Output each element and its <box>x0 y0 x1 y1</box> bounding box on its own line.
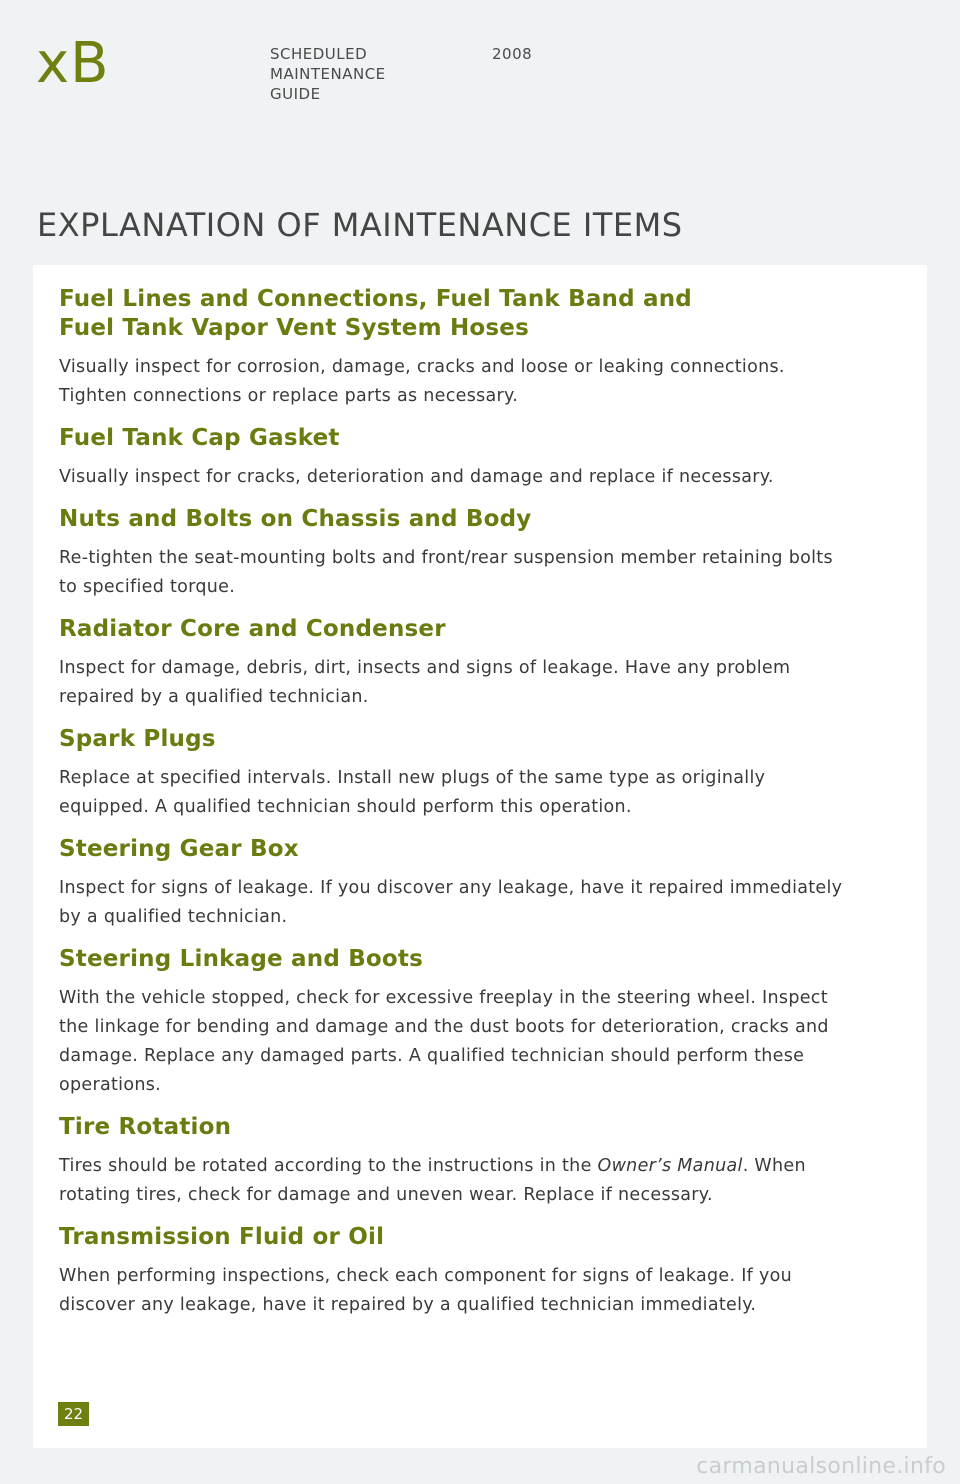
item-description-text: Tires should be rotated according to the instructions in the <box>59 1156 598 1176</box>
item-description-line: damage. Replace any damaged parts. A qualified technician should perform these <box>59 1046 805 1066</box>
brand-logo: xB <box>36 31 110 96</box>
item-description <box>59 984 899 1100</box>
item-title-line: Fuel Tank Cap Gasket <box>59 425 340 451</box>
item-description-text: . When <box>742 1156 806 1176</box>
item-description-line: When performing inspections, check each component for signs of leakage. If you <box>59 1266 793 1286</box>
content-panel <box>33 265 927 1448</box>
item-description-line: Re-tighten the seat-mounting bolts and front/rear suspension member retaining bolts <box>59 548 833 568</box>
item-title <box>59 505 899 534</box>
guide-title-line: SCHEDULED <box>270 45 368 63</box>
maintenance-items <box>59 285 899 1333</box>
maintenance-item-transmission-fluid <box>59 1223 899 1320</box>
item-title <box>59 835 899 864</box>
item-description-line: discover any leakage, have it repaired by a qualified technician immediately. <box>59 1295 757 1315</box>
item-title-line: Radiator Core and Condenser <box>59 616 446 642</box>
maintenance-item-radiator <box>59 615 899 712</box>
section-title: EXPLANATION OF MAINTENANCE ITEMS <box>37 206 683 244</box>
item-title <box>59 1113 899 1142</box>
item-description <box>59 874 899 932</box>
item-title <box>59 1223 899 1252</box>
item-title-line: Fuel Lines and Connections, Fuel Tank Band and <box>59 286 692 312</box>
item-description-line: Inspect for damage, debris, dirt, insects and signs of leakage. Have any problem <box>59 658 791 678</box>
item-description <box>59 353 899 411</box>
item-description-line: Tighten connections or replace parts as necessary. <box>59 386 519 406</box>
item-description-line: Visually inspect for cracks, deterioration and damage and replace if necessary. <box>59 467 774 487</box>
item-title-line: Steering Gear Box <box>59 836 299 862</box>
guide-title <box>270 44 420 104</box>
page-number: 22 <box>58 1402 89 1426</box>
maintenance-item-spark-plugs <box>59 725 899 822</box>
guide-title-line: GUIDE <box>270 85 321 103</box>
maintenance-item-tire-rotation <box>59 1113 899 1210</box>
guide-title-line: MAINTENANCE <box>270 65 386 83</box>
item-description-line: Visually inspect for corrosion, damage, cracks and loose or leaking connections. <box>59 357 785 377</box>
item-description-line: Replace at specified intervals. Install new plugs of the same type as originally <box>59 768 766 788</box>
maintenance-item-steering-gear-box <box>59 835 899 932</box>
item-description-line: rotating tires, check for damage and uneven wear. Replace if necessary. <box>59 1185 713 1205</box>
model-year: 2008 <box>492 45 533 63</box>
item-description-line: to specified torque. <box>59 577 236 597</box>
item-description <box>59 544 899 602</box>
item-description-line: Inspect for signs of leakage. If you discover any leakage, have it repaired immediately <box>59 878 843 898</box>
item-title <box>59 945 899 974</box>
item-title <box>59 424 899 453</box>
item-description-line: With the vehicle stopped, check for excessive freeplay in the steering wheel. Inspect <box>59 988 828 1008</box>
item-title-line: Fuel Tank Vapor Vent System Hoses <box>59 315 529 341</box>
item-description <box>59 654 899 712</box>
item-description <box>59 463 899 492</box>
item-description-line: the linkage for bending and damage and the dust boots for deterioration, cracks and <box>59 1017 829 1037</box>
item-title-line: Transmission Fluid or Oil <box>59 1224 385 1250</box>
item-title <box>59 725 899 754</box>
maintenance-item-steering-linkage <box>59 945 899 1100</box>
item-description <box>59 1152 899 1210</box>
item-title-line: Tire Rotation <box>59 1114 232 1140</box>
item-title-line: Nuts and Bolts on Chassis and Body <box>59 506 532 532</box>
item-description-line: operations. <box>59 1075 162 1095</box>
item-description-line: equipped. A qualified technician should perform this operation. <box>59 797 632 817</box>
item-title-line: Spark Plugs <box>59 726 216 752</box>
item-title <box>59 615 899 644</box>
item-description <box>59 1262 899 1320</box>
item-title <box>59 285 899 343</box>
owners-manual-reference: Owner’s Manual <box>597 1156 743 1176</box>
watermark: carmanualsonline.info <box>696 1454 946 1479</box>
item-description <box>59 764 899 822</box>
item-title-line: Steering Linkage and Boots <box>59 946 424 972</box>
maintenance-item-fuel-lines <box>59 285 899 411</box>
item-description-line: by a qualified technician. <box>59 907 288 927</box>
maintenance-item-fuel-tank-cap <box>59 424 899 492</box>
item-description-line: repaired by a qualified technician. <box>59 687 369 707</box>
maintenance-item-nuts-bolts <box>59 505 899 602</box>
